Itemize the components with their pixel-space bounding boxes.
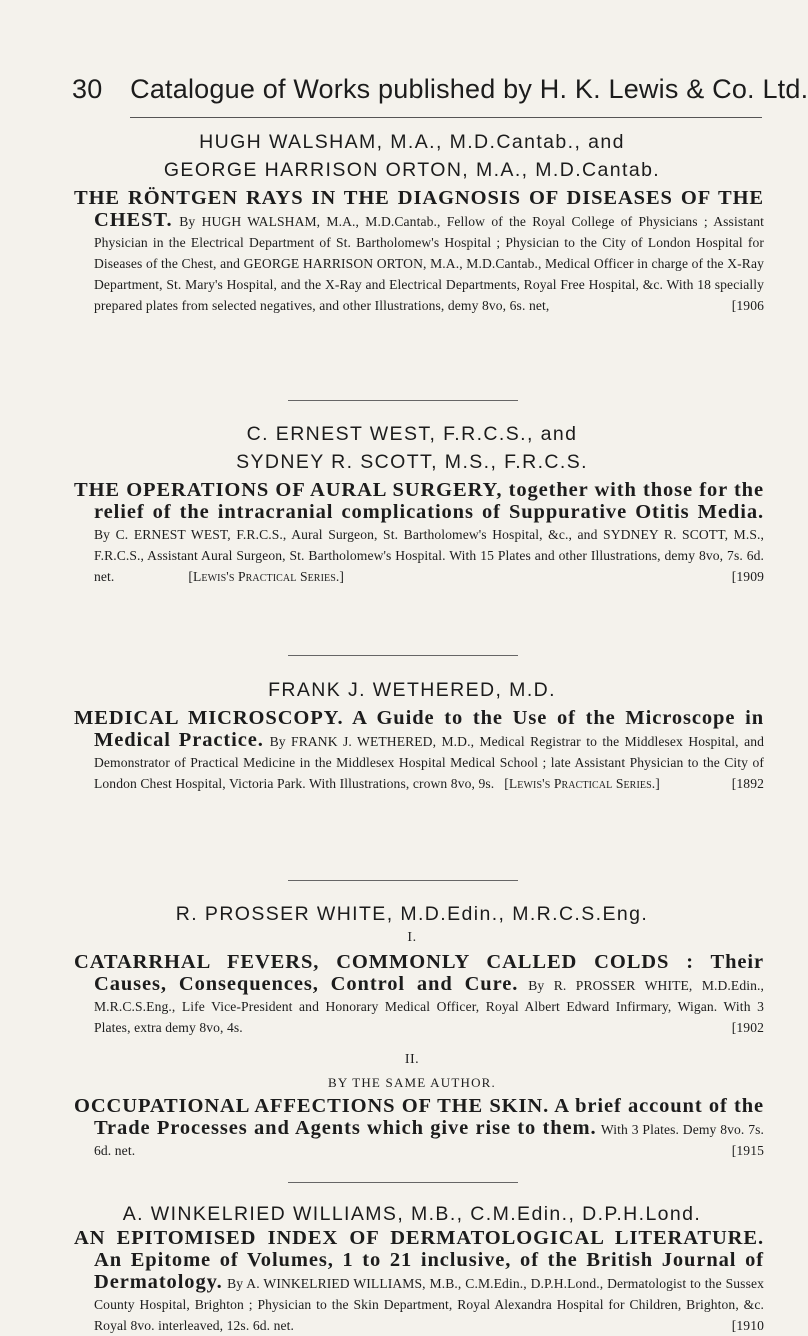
author-heading xyxy=(62,128,762,184)
series-name: [Lewis's Practical Series.] xyxy=(504,776,660,791)
author-line: GEORGE HARRISON ORTON, M.A., M.D.Cantab. xyxy=(163,159,661,181)
same-author-note: BY THE SAME AUTHOR. xyxy=(328,1075,496,1090)
running-head xyxy=(72,74,808,105)
catalogue-entry xyxy=(74,1227,764,1333)
author-line: FRANK J. WETHERED, M.D. xyxy=(268,679,556,701)
publication-year: [1915 xyxy=(731,1143,764,1158)
book-description: By HUGH WALSHAM, M.A., M.D.Cantab., Fellow of the Royal College of Physicians ; Assistant Physician in the Electrical Department of St. Bartholomew's Hospital ; Physician to the City of London Hospital for Diseases of the Chest, and GEORGE HARRISON ORTON, M.A., M.D.Cantab., Medical Officer in charge of the X-Ray Department, St. Mary's Hospital, and the X-Ray and Electrical Departments, Royal Free Hospital, &c. With 18 specially prepared plates from selected negatives, and other Illustrations, demy 8vo, 6s. net, xyxy=(94,214,764,313)
publication-year: [1910 xyxy=(731,1318,764,1333)
author-heading xyxy=(62,676,762,704)
catalogue-entry xyxy=(74,1095,765,1161)
entry-separator xyxy=(288,1182,518,1183)
entry-separator xyxy=(288,400,518,401)
author-line: C. ERNEST WEST, F.R.C.S., and xyxy=(246,423,578,445)
entry-separator xyxy=(288,655,518,656)
publication-year: [1892 xyxy=(731,776,764,791)
book-description: By R. PROSSER WHITE, M.D.Edin., M.R.C.S.Eng., Life Vice-President and Honorary Medical Officer, Royal Albert Edward Infirmary, Wigan. With 3 Plates, extra demy 8vo, 4s. xyxy=(94,978,764,1035)
entry-separator xyxy=(288,880,518,881)
book-title: OCCUPATIONAL AFFECTIONS OF THE SKIN. A brief account of the Trade Processes and Agents which give rise to them. xyxy=(74,1095,764,1139)
series-name: [Lewis's Practical Series.] xyxy=(188,569,345,584)
book-description: By FRANK J. WETHERED, M.D., Medical Registrar to the Middlesex Hospital, and Demonstrator of Practical Medicine in the Middlesex Hospital Medical School ; late Assistant Physician to the City of London Chest Hospital, Victoria Park. With Illustrations, crown 8vo, 9s. xyxy=(94,734,764,791)
book-description: By C. ERNEST WEST, F.R.C.S., Aural Surgeon, St. Bartholomew's Hospital, &c., and SYDNEY R. SCOTT, M.S., F.R.C.S., Assistant Aural Surgeon, St. Bartholomew's Hospital. With 15 Plates and other Illustrations, demy 8vo, 7s. 6d. net. xyxy=(94,527,764,584)
book-description: By A. WINKELRIED WILLIAMS, M.B., C.M.Edin., D.P.H.Lond., Dermatologist to the Sussex County Hospital, Brighton ; Physician to the Skin Department, Royal Alexandra Hospital for Children, Brighton, &c. Royal 8vo. interleaved, 12s. 6d. net. xyxy=(94,1276,764,1333)
page-title: Catalogue of Works published by H. K. Lewis & Co. Ltd. xyxy=(130,74,808,104)
catalogue-entry xyxy=(74,187,764,316)
volume-numeral: I. xyxy=(407,930,417,945)
publication-year: [1902 xyxy=(731,1020,764,1035)
header-rule xyxy=(130,117,762,118)
volume-numeral: II. xyxy=(404,1052,420,1067)
book-title: THE RÖNTGEN RAYS IN THE DIAGNOSIS OF DISEASES OF THE CHEST. xyxy=(74,187,764,231)
book-title: AN EPITOMISED INDEX OF DERMATOLOGICAL LITERATURE. An Epitome of Volumes, 1 to 21 inclusive, of the British Journal of Dermatology. xyxy=(74,1227,764,1293)
page-number: 30 xyxy=(72,74,103,104)
catalogue-entry xyxy=(74,479,764,587)
author-heading xyxy=(62,900,762,928)
author-heading xyxy=(62,1200,762,1228)
book-title: CATARRHAL FEVERS, COMMONLY CALLED COLDS : Their Causes, Consequences, Control and Cure. xyxy=(74,951,764,995)
publication-year: [1906 xyxy=(731,298,764,313)
book-description: With 3 Plates. Demy 8vo. 7s. 6d. net. xyxy=(94,1122,765,1158)
catalogue-entry xyxy=(74,707,764,794)
book-title: MEDICAL MICROSCOPY. A Guide to the Use of the Microscope in Medical Practice. xyxy=(74,707,764,751)
author-line: SYDNEY R. SCOTT, M.S., F.R.C.S. xyxy=(236,451,588,473)
author-heading xyxy=(62,420,762,476)
book-title: THE OPERATIONS OF AURAL SURGERY, together with those for the relief of the intracranial complications of Suppurative Otitis Media. xyxy=(74,479,764,523)
author-line: HUGH WALSHAM, M.A., M.D.Cantab., and xyxy=(199,131,625,153)
author-line: A. WINKELRIED WILLIAMS, M.B., C.M.Edin., D.P.H.Lond. xyxy=(122,1203,702,1225)
catalogue-entry xyxy=(74,951,764,1038)
publication-year: [1909 xyxy=(731,569,764,584)
author-line: R. PROSSER WHITE, M.D.Edin., M.R.C.S.Eng. xyxy=(175,903,649,925)
